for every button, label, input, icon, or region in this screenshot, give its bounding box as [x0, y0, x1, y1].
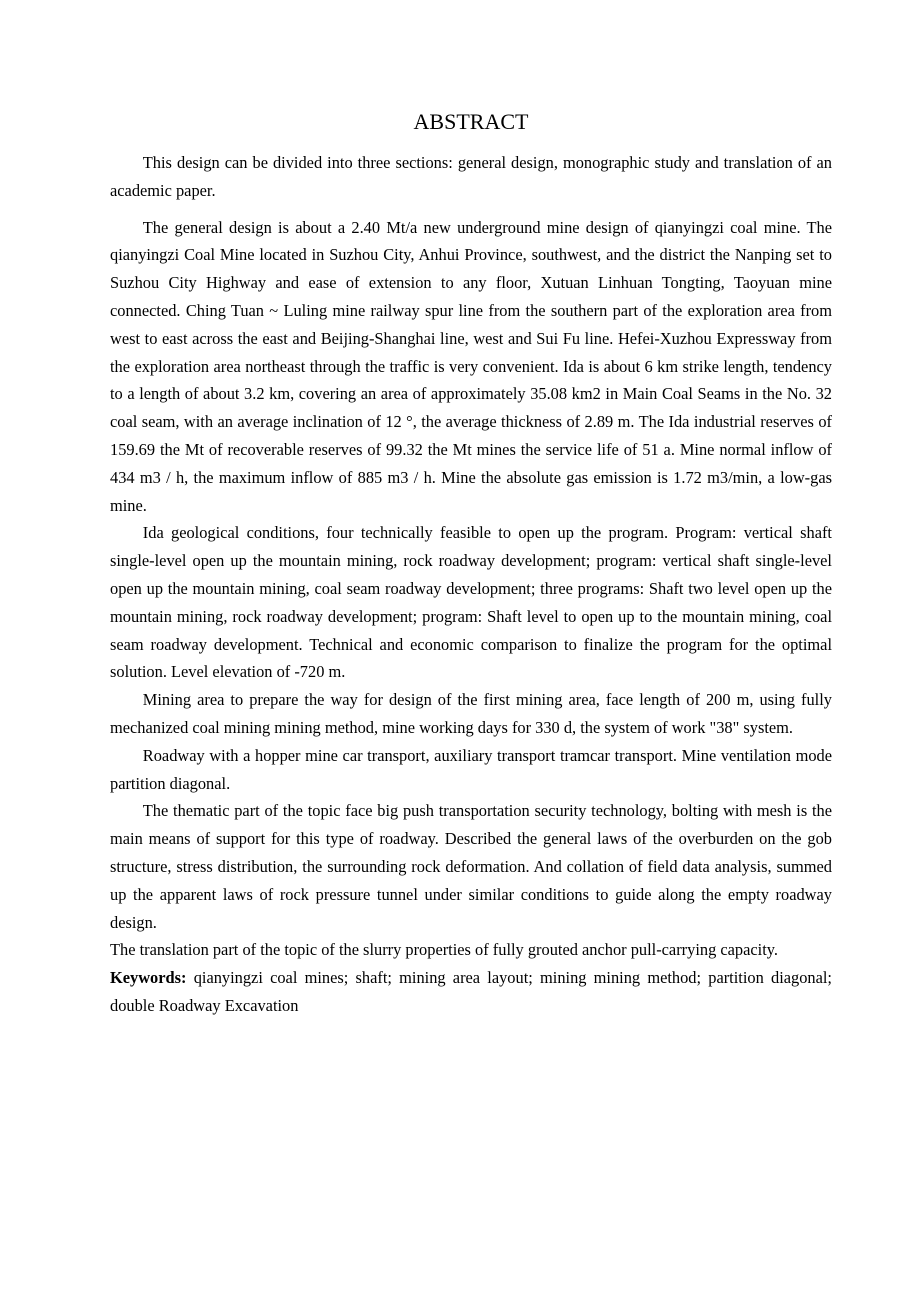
- keywords-text: qianyingzi coal mines; shaft; mining area layout; mining mining method; partition diagonal; double Roadway Excavation: [110, 968, 832, 1015]
- abstract-paragraph-thematic-part: The thematic part of the topic face big push transportation security technology, bolting with mesh is the main means of support for this type of roadway. Described the general laws of the overburden on the gob structure, stress distribution, the surrounding rock deformation. And collation of field data analysis, summed up the apparent laws of rock pressure tunnel under similar conditions to guide along the empty roadway design.: [110, 801, 832, 932]
- abstract-paragraph-translation-part: The translation part of the topic of the slurry properties of fully grouted anchor pull-carrying capacity.: [110, 940, 778, 960]
- page-title: ABSTRACT: [413, 109, 529, 134]
- abstract-paragraph-geological-conditions: Ida geological conditions, four technically feasible to open up the program. Program: vertical shaft single-level open up the mountain mining, rock roadway development; program: vertical shaft single-level open up the mountain mining, coal seam roadway development; three programs: Shaft two level open up the mountain mining, rock roadway development; program: Shaft level to open up to the mountain mining, coal seam roadway development. Technical and economic comparison to finalize the program for the optimal solution. Level elevation of -720 m.: [110, 523, 832, 682]
- abstract-paragraph-roadway: Roadway with a hopper mine car transport, auxiliary transport tramcar transport. Mine ventilation mode partition diagonal.: [110, 745, 832, 793]
- abstract-paragraph-intro: This design can be divided into three sections: general design, monographic study and translation of an academic paper.: [110, 153, 832, 200]
- abstract-paragraph-general-design: The general design is about a 2.40 Mt/a new underground mine design of qianyingzi coal mine. The qianyingzi Coal Mine located in Suzhou City, Anhui Province, southwest, and the district the Nanping set to Suzhou City Highway and ease of extension to any floor, Xutuan Linhuan Tongting, Taoyuan mine connected. Ching Tuan ~ Luling mine railway spur line from the southern part of the exploration area from west to east across the east and Beijing-Shanghai line, west and Sui Fu line. Hefei-Xuzhou Expressway from the exploration area northeast through the traffic is very convenient. Ida is about 6 km strike length, tendency to a length of about 3.2 km, covering an area of approximately 35.08 km2 in Main Coal Seams in the No. 32 coal seam, with an average inclination of 12 °, the average thickness of 2.89 m. The Ida industrial reserves of 159.69 the Mt of recoverable reserves of 99.32 the Mt mines the service life of 51 a. Mine normal inflow of 434 m3 / h, the maximum inflow of 885 m3 / h. Mine the absolute gas emission is 1.72 m3/min, a low-gas mine.: [110, 217, 832, 515]
- abstract-page: [110, 108, 832, 1020]
- keywords-line: [110, 964, 832, 1020]
- keywords-label: Keywords:: [110, 968, 187, 988]
- abstract-paragraph-mining-area: Mining area to prepare the way for design of the first mining area, face length of 200 m, using fully mechanized coal mining mining method, mine working days for 330 d, the system of work "38" system.: [110, 690, 832, 737]
